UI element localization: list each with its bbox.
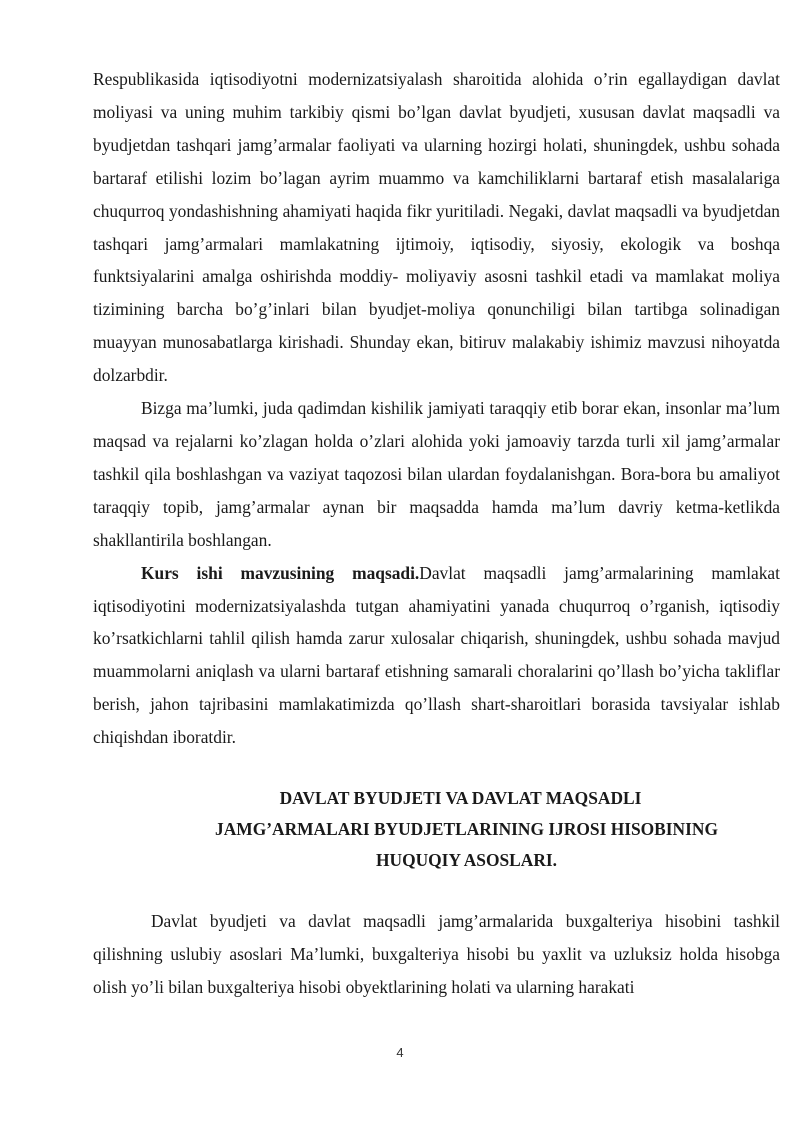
heading-line-1: DAVLAT BYUDJETI VA DAVLAT MAQSADLI [279, 788, 642, 809]
paragraph-course-goal [93, 557, 780, 754]
paragraph-history: Bizga ma’lumki, juda qadimdan kishilik jamiyati taraqqiy etib borar ekan, insonlar ma’lum maqsad va rejalarni ko’zlagan holda o’zlari alohida yoki jamoaviy tarzda turli xil jamg’armalar tashkil qila boshlashgan va vaziyat taqozosi bilan ulardan foydalanishgan. Bora-bora bu amaliyot taraqqiy topib, jamg’armalar aynan bir maqsadda hamda ma’lum davriy ketma-ketlikda shakllantirila boshlangan. [93, 398, 780, 550]
page-number: 4 [396, 1045, 404, 1060]
heading-line-2: JAMG’ARMALARI BYUDJETLARINING IJROSI HISOBINING [215, 819, 718, 840]
course-goal-lead: Kurs ishi mavzusining maqsadi. [141, 562, 420, 583]
heading-line-3: HUQUQIY ASOSLARI. [375, 850, 558, 871]
section-heading [93, 783, 780, 876]
course-goal-text: Davlat maqsadli jamg’armalarining mamlakat iqtisodiyotini modernizatsiyalashda tutgan ahamiyatini yanada chuqurroq o’rganish, iqtisodiy ko’rsatkichlarni tahlil qilish hamda zarur xulosalar chiqarish, shuningdek, ushbu sohada mavjud muammolarni aniqlash va ularni bartaraf etishning samarali choralarini qo’llash bo’yicha takliflar berish, jahon tajribasini mamlakatimizda qo’llash shart-sharoitlari borasida tavsiyalar ishlab chiqishdan iboratdir. [93, 562, 780, 748]
paragraph-intro: Respublikasida iqtisodiyotni modernizatsiyalash sharoitida alohida o’rin egallaydigan davlat moliyasi va uning muhim tarkibiy qismi bo’lgan davlat byudjeti, xususan davlat maqsadli va byudjetdan tashqari jamg’armalar faoliyati va ularning hozirgi holati, shuningdek, ushbu sohada bartaraf etilishi lozim bo’lagan ayrim muammo va kamchiliklarni bartaraf etish masalalariga chuqurroq yondashishning ahamiyati haqida fikr yuritiladi. Negaki, davlat maqsadli va byudjetdan tashqari jamg’armalari mamlakatning ijtimoiy, iqtisodiy, siyosiy, ekologik va boshqa funktsiyalarini amalga oshirishda moddiy- moliyaviy asosni tashkil etadi va mamlakat moliya tizimining barcha bo’g’inlari bilan byudjet-moliya qonunchiligi bilan tartibga solinadigan muayyan munosabatlarga kirishadi. Shunday ekan, bitiruv malakabiy ishimiz mavzusi nihoyatda dolzarbdir. [93, 69, 780, 386]
body-text [93, 63, 780, 1004]
paragraph-accounting: Davlat byudjeti va davlat maqsadli jamg’armalarida buxgalteriya hisobini tashkil qilishning uslubiy asoslari Ma’lumki, buxgalteriya hisobi bu yaxlit va uzluksiz holda hisobga olish yo’li bilan buxgalteriya hisobi obyektlarining holati va ularning harakati [93, 911, 780, 997]
